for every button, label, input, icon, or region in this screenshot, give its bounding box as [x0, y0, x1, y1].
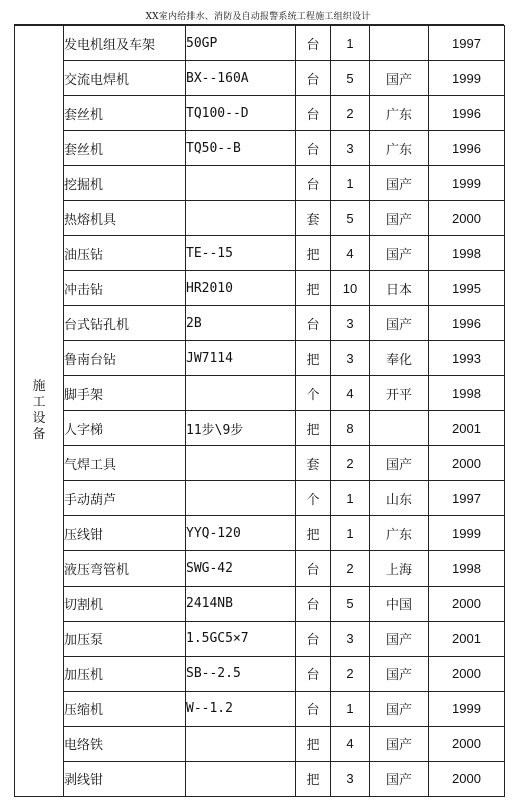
unit-cell: 台	[296, 26, 331, 61]
name-cell: 冲击钻	[64, 271, 186, 306]
year-cell: 1998	[429, 236, 505, 271]
model-cell: 50GP	[186, 26, 296, 61]
name-cell: 脚手架	[64, 376, 186, 411]
table-row	[15, 691, 505, 726]
unit-cell: 套	[296, 201, 331, 236]
year-cell: 2001	[429, 411, 505, 446]
unit-cell: 把	[296, 726, 331, 761]
qty-cell: 4	[331, 236, 370, 271]
unit-cell: 台	[296, 131, 331, 166]
model-cell: JW7114	[186, 341, 296, 376]
origin-cell: 国产	[370, 726, 429, 761]
origin-cell: 国产	[370, 201, 429, 236]
year-cell: 1996	[429, 96, 505, 131]
origin-cell: 国产	[370, 166, 429, 201]
model-cell	[186, 201, 296, 236]
model-cell: W--1.2	[186, 691, 296, 726]
category-label: 施工设备	[32, 379, 46, 442]
origin-cell: 奉化	[370, 341, 429, 376]
year-cell: 2000	[429, 201, 505, 236]
name-cell: 油压钻	[64, 236, 186, 271]
table-row	[15, 761, 505, 796]
year-cell: 2000	[429, 446, 505, 481]
table-row	[15, 516, 505, 551]
name-cell: 发电机组及车架	[64, 26, 186, 61]
qty-cell: 2	[331, 551, 370, 586]
table-row	[15, 26, 505, 61]
year-cell: 1995	[429, 271, 505, 306]
unit-cell: 个	[296, 481, 331, 516]
unit-cell: 把	[296, 411, 331, 446]
year-cell: 2001	[429, 621, 505, 656]
origin-cell: 国产	[370, 691, 429, 726]
qty-cell: 1	[331, 691, 370, 726]
model-cell	[186, 481, 296, 516]
qty-cell: 4	[331, 376, 370, 411]
page-header: XX室内给排水、消防及自动报警系统工程施工组织设计	[145, 12, 371, 22]
table-row	[15, 271, 505, 306]
unit-cell: 个	[296, 376, 331, 411]
qty-cell: 3	[331, 761, 370, 796]
name-cell: 交流电焊机	[64, 61, 186, 96]
name-cell: 压缩机	[64, 691, 186, 726]
unit-cell: 台	[296, 61, 331, 96]
name-cell: 台式钻孔机	[64, 306, 186, 341]
origin-cell: 日本	[370, 271, 429, 306]
origin-cell: 国产	[370, 236, 429, 271]
table-row	[15, 306, 505, 341]
year-cell: 1997	[429, 26, 505, 61]
year-cell: 2000	[429, 586, 505, 621]
name-cell: 气焊工具	[64, 446, 186, 481]
model-cell: TQ100--D	[186, 96, 296, 131]
origin-cell: 广东	[370, 516, 429, 551]
name-cell: 热熔机具	[64, 201, 186, 236]
table-row	[15, 376, 505, 411]
year-cell: 2000	[429, 726, 505, 761]
model-cell	[186, 166, 296, 201]
model-cell	[186, 761, 296, 796]
name-cell: 手动葫芦	[64, 481, 186, 516]
table-row	[15, 656, 505, 691]
unit-cell: 台	[296, 621, 331, 656]
name-cell: 切割机	[64, 586, 186, 621]
year-cell: 1999	[429, 516, 505, 551]
table-row	[15, 96, 505, 131]
origin-cell: 上海	[370, 551, 429, 586]
table-row	[15, 586, 505, 621]
year-cell: 1998	[429, 551, 505, 586]
model-cell: SB--2.5	[186, 656, 296, 691]
name-cell: 鲁南台钻	[64, 341, 186, 376]
origin-cell	[370, 26, 429, 61]
model-cell: 2B	[186, 306, 296, 341]
name-cell: 套丝机	[64, 131, 186, 166]
origin-cell: 山东	[370, 481, 429, 516]
qty-cell: 1	[331, 166, 370, 201]
origin-cell: 国产	[370, 306, 429, 341]
table-row	[15, 726, 505, 761]
name-cell: 液压弯管机	[64, 551, 186, 586]
model-cell	[186, 726, 296, 761]
name-cell: 加压机	[64, 656, 186, 691]
qty-cell: 8	[331, 411, 370, 446]
year-cell: 2000	[429, 656, 505, 691]
model-cell: 11步\9步	[186, 411, 296, 446]
unit-cell: 台	[296, 306, 331, 341]
unit-cell: 台	[296, 166, 331, 201]
origin-cell: 广东	[370, 96, 429, 131]
model-cell: TE--15	[186, 236, 296, 271]
unit-cell: 把	[296, 516, 331, 551]
qty-cell: 5	[331, 61, 370, 96]
origin-cell: 开平	[370, 376, 429, 411]
qty-cell: 1	[331, 481, 370, 516]
unit-cell: 套	[296, 446, 331, 481]
year-cell: 1999	[429, 61, 505, 96]
origin-cell: 国产	[370, 656, 429, 691]
year-cell: 1996	[429, 131, 505, 166]
unit-cell: 台	[296, 551, 331, 586]
table-row	[15, 236, 505, 271]
table-row	[15, 166, 505, 201]
name-cell: 电络铁	[64, 726, 186, 761]
model-cell: YYQ-120	[186, 516, 296, 551]
model-cell: 1.5GC5×7	[186, 621, 296, 656]
model-cell: TQ50--B	[186, 131, 296, 166]
qty-cell: 3	[331, 306, 370, 341]
table-row	[15, 61, 505, 96]
origin-cell: 中国	[370, 586, 429, 621]
table-row	[15, 446, 505, 481]
origin-cell: 国产	[370, 61, 429, 96]
qty-cell: 3	[331, 131, 370, 166]
origin-cell	[370, 411, 429, 446]
model-cell: HR2010	[186, 271, 296, 306]
table-row	[15, 481, 505, 516]
unit-cell: 台	[296, 586, 331, 621]
qty-cell: 2	[331, 446, 370, 481]
name-cell: 剥线钳	[64, 761, 186, 796]
qty-cell: 10	[331, 271, 370, 306]
origin-cell: 国产	[370, 621, 429, 656]
unit-cell: 把	[296, 236, 331, 271]
qty-cell: 3	[331, 621, 370, 656]
unit-cell: 台	[296, 656, 331, 691]
unit-cell: 台	[296, 691, 331, 726]
origin-cell: 广东	[370, 131, 429, 166]
name-cell: 加压泵	[64, 621, 186, 656]
qty-cell: 2	[331, 96, 370, 131]
table-row	[15, 131, 505, 166]
year-cell: 1997	[429, 481, 505, 516]
qty-cell: 5	[331, 201, 370, 236]
unit-cell: 把	[296, 761, 331, 796]
name-cell: 套丝机	[64, 96, 186, 131]
table-row	[15, 621, 505, 656]
model-cell	[186, 376, 296, 411]
year-cell: 1998	[429, 376, 505, 411]
year-cell: 2000	[429, 761, 505, 796]
name-cell: 挖掘机	[64, 166, 186, 201]
origin-cell: 国产	[370, 446, 429, 481]
year-cell: 1999	[429, 691, 505, 726]
qty-cell: 3	[331, 341, 370, 376]
model-cell: BX--160A	[186, 61, 296, 96]
qty-cell: 5	[331, 586, 370, 621]
table-row	[15, 411, 505, 446]
table-row	[15, 551, 505, 586]
equipment-table	[14, 25, 505, 797]
year-cell: 1996	[429, 306, 505, 341]
unit-cell: 把	[296, 341, 331, 376]
model-cell: 2414NB	[186, 586, 296, 621]
origin-cell: 国产	[370, 761, 429, 796]
qty-cell: 2	[331, 656, 370, 691]
year-cell: 1999	[429, 166, 505, 201]
year-cell: 1993	[429, 341, 505, 376]
unit-cell: 把	[296, 271, 331, 306]
table-row	[15, 201, 505, 236]
name-cell: 压线钳	[64, 516, 186, 551]
category-cell	[15, 26, 64, 797]
model-cell	[186, 446, 296, 481]
name-cell: 人字梯	[64, 411, 186, 446]
model-cell: SWG-42	[186, 551, 296, 586]
qty-cell: 1	[331, 26, 370, 61]
unit-cell: 台	[296, 96, 331, 131]
qty-cell: 4	[331, 726, 370, 761]
qty-cell: 1	[331, 516, 370, 551]
table-row	[15, 341, 505, 376]
